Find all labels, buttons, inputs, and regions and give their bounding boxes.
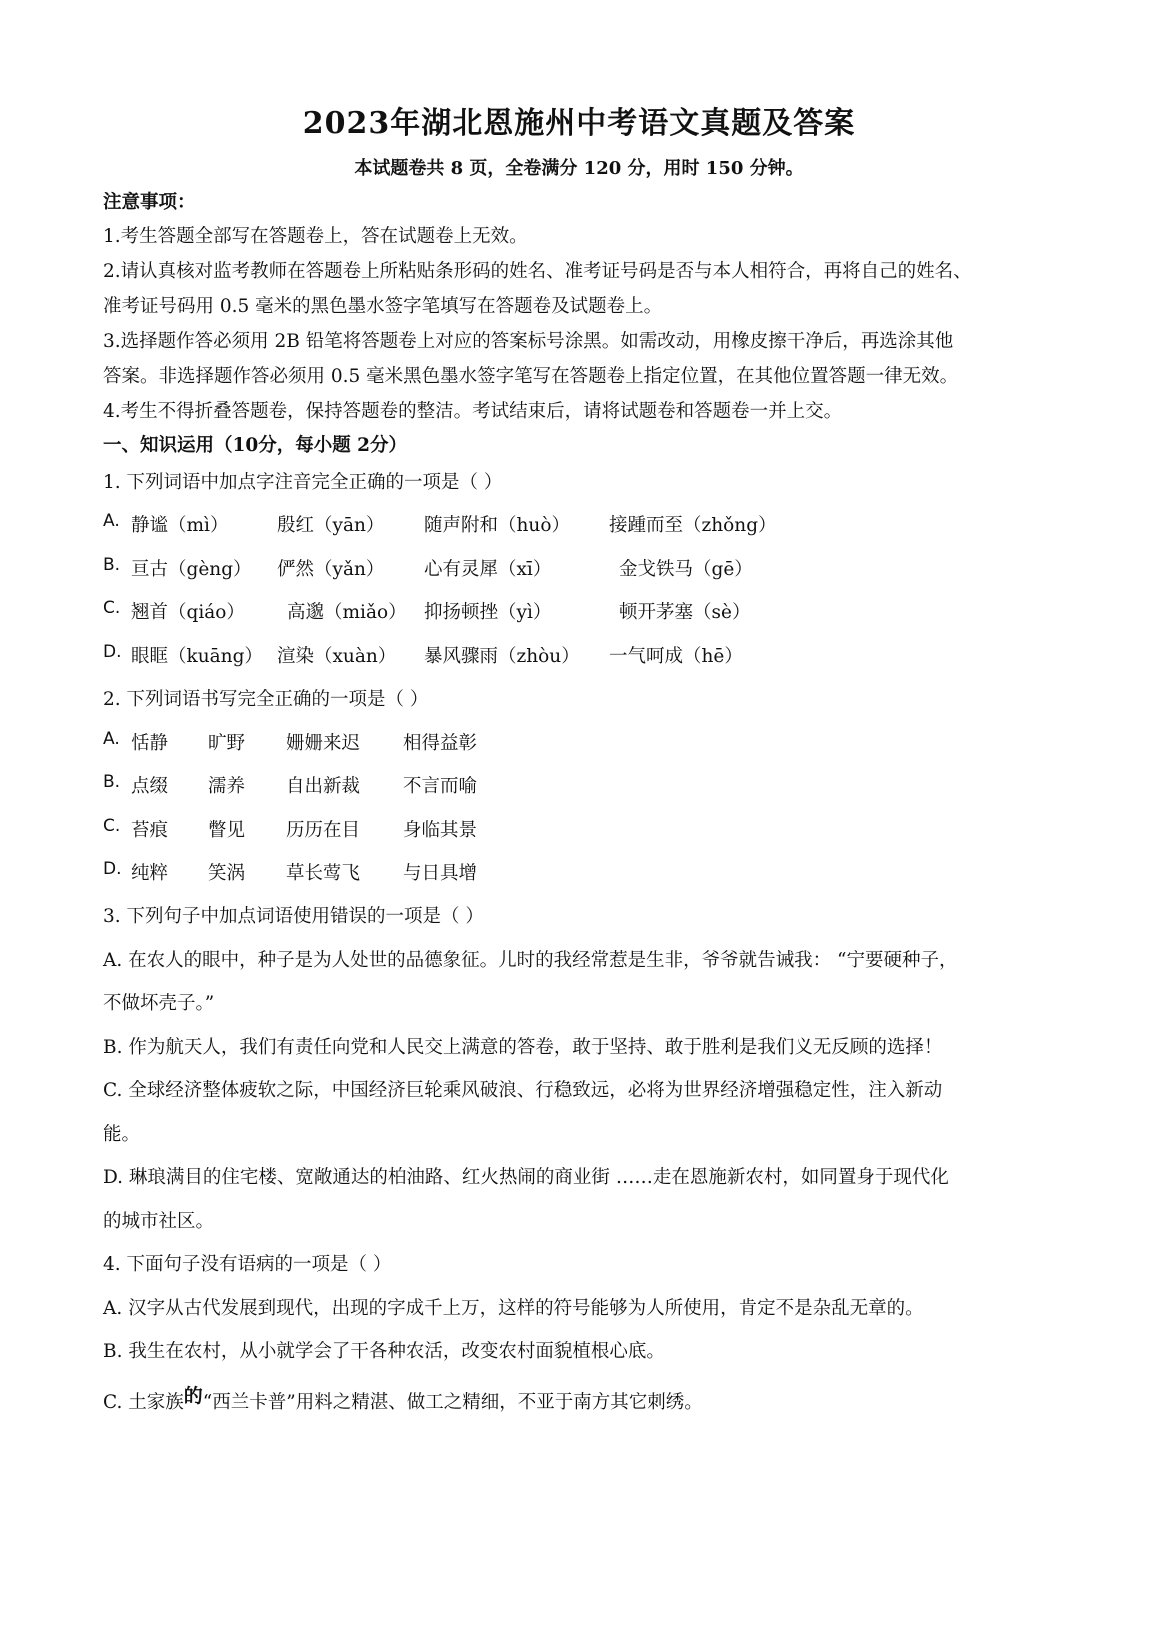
option-row — [103, 555, 1063, 581]
option-item: 一气呵成（hē） — [609, 646, 743, 667]
notice-heading: 注意事项： — [103, 192, 196, 213]
option-text: 不做坏壳子。” — [103, 993, 215, 1014]
option-item: 自出新裁 — [286, 776, 361, 797]
option-text: 的城市社区。 — [103, 1211, 215, 1232]
option-item: 翘首（qiáo） — [131, 602, 245, 623]
option-item: 亘古（gèng） — [131, 559, 252, 580]
option-item: 点缀 — [131, 776, 169, 797]
option-item: 草长莺飞 — [286, 863, 361, 884]
question-stem: 2. 下列词语书写完全正确的一项是（ ） — [103, 689, 429, 710]
page-subtitle: 本试题卷共 8 页，全卷满分 120 分，用时 150 分钟。 — [354, 158, 804, 179]
option-text: “西兰卡普”用料之精湛、做工之精细，不亚于南方其它刺绣。 — [202, 1392, 703, 1413]
option-label: C. — [103, 816, 121, 836]
option-item: 姗姗来迟 — [286, 733, 361, 754]
option-row — [103, 729, 703, 755]
option-item: 渲染（xuàn） — [277, 646, 397, 667]
question-stem: 4. 下面句子没有语病的一项是（ ） — [103, 1254, 392, 1275]
option-item: 纯粹 — [131, 863, 169, 884]
option-item: 接踵而至（zhǒng） — [609, 515, 777, 536]
option-label: A. — [103, 511, 120, 531]
question-stem: 1. 下列词语中加点字注音完全正确的一项是（ ） — [103, 472, 503, 493]
notice-line: 3.选择题作答必须用 2B 铅笔将答题卷上对应的答案标号涂黑。如需改动，用橡皮擦干净后，再选涂其他 — [103, 331, 954, 352]
option-item: 瞥见 — [208, 820, 246, 841]
option-item: 笑涡 — [208, 863, 246, 884]
option-item: 金戈铁马（gē） — [619, 559, 753, 580]
option-text-emphasis: 的 — [183, 1385, 203, 1407]
option-text: C. 土家族 — [103, 1392, 184, 1413]
notice-line: 4.考生不得折叠答题卷，保持答题卷的整洁。考试结束后，请将试题卷和答题卷一并上交。 — [103, 401, 843, 422]
option-row — [103, 598, 1063, 624]
option-label: C. — [103, 598, 121, 618]
option-text: A. 汉字从古代发展到现代，出现的字成千上万，这样的符号能够为人所使用，肯定不是杂乱无章的。 — [103, 1298, 924, 1319]
option-item: 俨然（yǎn） — [277, 559, 385, 580]
option-text: A. 在农人的眼中，种子是为人处世的品德象征。儿时的我经常惹是生非，爷爷就告诫我： “宁要硬种子， — [103, 950, 958, 971]
option-item: 相得益彰 — [403, 733, 478, 754]
option-row — [103, 816, 703, 842]
option-item: 静谧（mì） — [131, 515, 229, 536]
option-row — [103, 511, 1063, 537]
option-item: 与日具增 — [403, 863, 478, 884]
option-row — [103, 642, 1063, 668]
option-item: 不言而喻 — [403, 776, 478, 797]
notice-line: 答案。非选择题作答必须用 0.5 毫米黑色墨水签字笔写在答题卷上指定位置，在其他位置答题一律无效。 — [103, 366, 959, 387]
option-label: B. — [103, 555, 121, 575]
option-row — [103, 1387, 703, 1414]
option-item: 身临其景 — [403, 820, 478, 841]
option-label: D. — [103, 642, 122, 662]
notice-line: 2.请认真核对监考教师在答题卷上所粘贴条形码的姓名、准考证号码是否与本人相符合，再将自己的姓名、 — [103, 261, 972, 282]
option-text: D. 琳琅满目的住宅楼、宽敞通达的柏油路、红火热闹的商业街 ……走在恩施新农村，如同置身于现代化 — [103, 1167, 949, 1188]
notice-line: 1.考生答题全部写在答题卷上，答在试题卷上无效。 — [103, 226, 528, 247]
question-stem: 3. 下列句子中加点词语使用错误的一项是（ ） — [103, 906, 484, 927]
option-text: 能。 — [103, 1124, 141, 1145]
option-item: 心有灵犀（xī） — [424, 559, 552, 580]
option-item: 随声附和（huò） — [424, 515, 570, 536]
option-item: 眼眶（kuāng） — [131, 646, 263, 667]
option-text: C. 全球经济整体疲软之际，中国经济巨轮乘风破浪、行稳致远，必将为世界经济增强稳定性，注入新动 — [103, 1080, 943, 1101]
option-item: 濡养 — [208, 776, 246, 797]
option-item: 抑扬顿挫（yì） — [424, 602, 552, 623]
option-item: 高邈（miǎo） — [287, 602, 407, 623]
option-item: 苔痕 — [131, 820, 169, 841]
section-heading: 一、知识运用（10分，每小题 2分） — [103, 435, 408, 456]
option-row — [103, 859, 703, 885]
notice-line: 准考证号码用 0.5 毫米的黑色墨水签字笔填写在答题卷及试题卷上。 — [103, 296, 663, 317]
option-label: D. — [103, 859, 122, 879]
option-text: B. 我生在农村，从小就学会了干各种农活，改变农村面貌植根心底。 — [103, 1341, 665, 1362]
option-row — [103, 772, 703, 798]
option-item: 暴风骤雨（zhòu） — [424, 646, 580, 667]
option-item: 顿开茅塞（sè） — [619, 602, 751, 623]
option-label: A. — [103, 729, 120, 749]
page-title: 2023年湖北恩施州中考语文真题及答案 — [302, 106, 856, 141]
option-item: 旷野 — [208, 733, 246, 754]
option-item: 恬静 — [131, 733, 169, 754]
option-item: 历历在目 — [286, 820, 361, 841]
option-label: B. — [103, 772, 121, 792]
option-text: B. 作为航天人，我们有责任向党和人民交上满意的答卷，敢于坚持、敢于胜利是我们义无反顾的选择！ — [103, 1037, 943, 1058]
option-item: 殷红（yān） — [277, 515, 385, 536]
